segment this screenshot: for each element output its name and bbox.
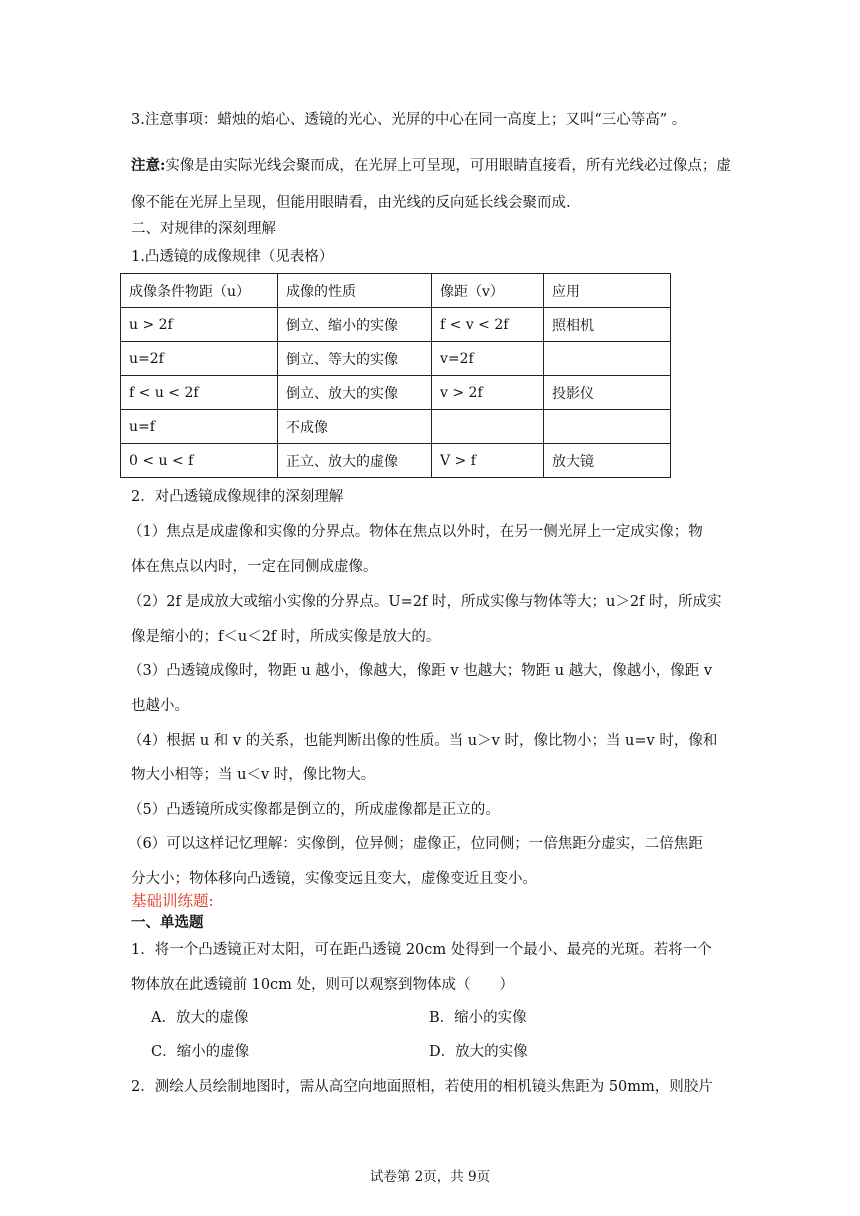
option-a: A．放大的虚像 xyxy=(151,1010,249,1026)
understanding-title: 2．对凸透镜成像规律的深刻理解 xyxy=(131,489,344,505)
note-label: 注意: xyxy=(131,157,166,174)
option-b: B．缩小的实像 xyxy=(429,1010,527,1026)
question-2-line-1: 2．测绘人员绘制地图时，需从高空向地面照相，若使用的相机镜头焦距为 50mm，则胶片 xyxy=(131,1079,713,1095)
table-cell xyxy=(432,410,544,444)
point-2-line-1: （2）2f 是成放大或缩小实像的分界点。U=2f 时，所成实像与物体等大；u＞2f 时，所成实 xyxy=(128,594,722,610)
table-cell: u > 2f xyxy=(121,308,278,342)
table-row xyxy=(121,410,671,444)
table-cell xyxy=(544,410,671,444)
table-cell: f < v < 2f xyxy=(432,308,544,342)
note-paragraph xyxy=(131,147,731,222)
page-footer: 试卷第 2页，共 9页 xyxy=(369,1169,491,1185)
table-cell: 倒立、缩小的实像 xyxy=(278,308,432,342)
table-cell: 倒立、等大的实像 xyxy=(278,342,432,376)
table-caption: 1.凸透镜的成像规律（见表格） xyxy=(131,249,334,265)
table-cell: u=2f xyxy=(121,342,278,376)
point-4-line-2: 物大小相等；当 u＜v 时，像比物大。 xyxy=(131,767,376,783)
point-5: （5）凸透镜所成实像都是倒立的，所成虚像都是正立的。 xyxy=(128,802,500,818)
table-cell xyxy=(544,342,671,376)
table-cell: 照相机 xyxy=(544,308,671,342)
table-header-cell: 成像条件物距（u） xyxy=(121,274,278,308)
table-cell: 放大镜 xyxy=(544,444,671,478)
table-row xyxy=(121,342,671,376)
table-cell: 0 < u < f xyxy=(121,444,278,478)
table-cell: 倒立、放大的实像 xyxy=(278,376,432,410)
exercise-heading: 基础训练题: xyxy=(131,892,214,910)
table-row xyxy=(121,376,671,410)
option-d: D．放大的实像 xyxy=(429,1044,528,1060)
table-header-cell: 成像的性质 xyxy=(278,274,432,308)
table-cell: 投影仪 xyxy=(544,376,671,410)
point-6-line-1: （6）可以这样记忆理解：实像倒，位异侧；虚像正，位同侧；一倍焦距分虚实，二倍焦距 xyxy=(128,836,703,852)
point-6-line-2: 分大小；物体移向凸透镜，实像变远且变大，虚像变近且变小。 xyxy=(131,871,537,887)
table-cell: v > 2f xyxy=(432,376,544,410)
table-cell: v=2f xyxy=(432,342,544,376)
point-1-line-1: （1）焦点是成虚像和实像的分界点。物体在焦点以外时，在另一侧光屏上一定成实像；物 xyxy=(128,524,703,540)
table-header-cell: 像距（v） xyxy=(432,274,544,308)
table-cell: 正立、放大的虚像 xyxy=(278,444,432,478)
table-cell: 不成像 xyxy=(278,410,432,444)
point-4-line-1: （4）根据 u 和 v 的关系，也能判断出像的性质。当 u＞v 时，像比物小；当 u=v 时，像和 xyxy=(128,733,718,749)
convex-lens-rules-table xyxy=(120,273,671,478)
question-1-line-1: 1．将一个凸透镜正对太阳，可在距凸透镜 20cm 处得到一个最小、最亮的光斑。若将一个 xyxy=(131,942,712,958)
table-row xyxy=(121,308,671,342)
note-text: 实像是由实际光线会聚而成，在光屏上可呈现，可用眼睛直接看，所有光线必过像点；虚像不能在光屏上呈现，但能用眼睛看，由光线的反向延长线会聚而成. xyxy=(131,158,731,211)
table-row xyxy=(121,444,671,478)
single-choice-heading: 一、单选题 xyxy=(131,914,204,931)
section-heading: 二、对规律的深刻理解 xyxy=(131,221,276,237)
point-2-line-2: 像是缩小的；f＜u＜2f 时，所成实像是放大的。 xyxy=(131,629,441,645)
table-cell: f < u < 2f xyxy=(121,376,278,410)
point-3-line-2: 也越小。 xyxy=(131,698,189,714)
table-cell: u=f xyxy=(121,410,278,444)
table-cell: V > f xyxy=(432,444,544,478)
notice-line: 3.注意事项：蜡烛的焰心、透镜的光心、光屏的中心在同一高度上；又叫“三心等高” 。 xyxy=(131,112,687,128)
point-3-line-1: （3）凸透镜成像时，物距 u 越小，像越大，像距 v 也越大；物距 u 越大，像越小，像距 v xyxy=(128,663,713,679)
option-c: C．缩小的虚像 xyxy=(151,1044,250,1060)
table-header-row xyxy=(121,274,671,308)
point-1-line-2: 体在焦点以内时，一定在同侧成虚像。 xyxy=(131,559,378,575)
table-header-cell: 应用 xyxy=(544,274,671,308)
question-1-line-2: 物体放在此透镜前 10cm 处，则可以观察到物体成（ ） xyxy=(131,977,515,993)
